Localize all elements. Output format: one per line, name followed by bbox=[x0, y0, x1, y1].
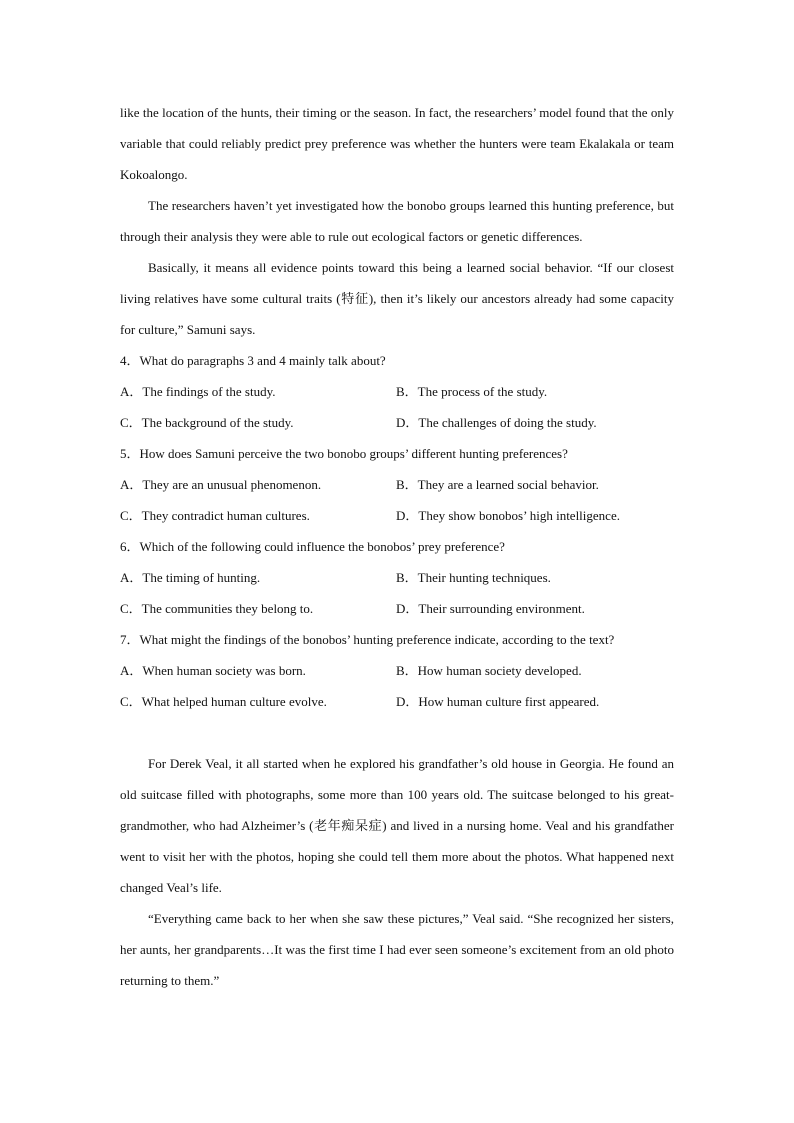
question-stem: 5．How does Samuni perceive the two bonobo groups’ different hunting preferences? bbox=[120, 446, 568, 461]
question-4 bbox=[120, 345, 674, 438]
option-d: D．Their surrounding environment. bbox=[396, 601, 585, 616]
option-a: A．The timing of hunting. bbox=[120, 570, 261, 585]
option-c: C．The communities they belong to. bbox=[120, 601, 314, 616]
option-b: B．They are a learned social behavior. bbox=[396, 477, 599, 492]
question-7 bbox=[120, 624, 674, 717]
option-a: A．When human society was born. bbox=[120, 663, 306, 678]
section-spacer bbox=[120, 717, 674, 748]
passage2-paragraph-1: For Derek Veal, it all started when he explored his grandfather’s old house in Georgia. He found an old suitcase filled with photographs, some more than 100 years old. The suitcase belonged to his great-grandmother, who had Alzheimer’s (老年痴呆症) and lived in a nursing home. Veal and his grandfather went to visit her with the photos, hoping she could tell them more about the photos. What happened next changed Veal’s life. bbox=[120, 756, 674, 895]
option-d: D．They show bonobos’ high intelligence. bbox=[396, 508, 620, 523]
passage2-paragraph-2: “Everything came back to her when she saw these pictures,” Veal said. “She recognized her sisters, her aunts, her grandparents…It was the first time I had ever seen someone’s excitement from an old photo returning to them.” bbox=[120, 911, 674, 988]
question-stem: 7．What might the findings of the bonobos’ hunting preference indicate, according to the text? bbox=[120, 632, 615, 647]
option-b: B．Their hunting techniques. bbox=[396, 570, 551, 585]
passage1-paragraph-3: Basically, it means all evidence points toward this being a learned social behavior. “If our closest living relatives have some cultural traits (特征), then it’s likely our ancestors already had some capacity for culture,” Samuni says. bbox=[120, 260, 674, 337]
option-c: C．The background of the study. bbox=[120, 415, 294, 430]
question-stem: 4．What do paragraphs 3 and 4 mainly talk about? bbox=[120, 353, 386, 368]
passage1-paragraph-2: The researchers haven’t yet investigated how the bonobo groups learned this hunting preference, but through their analysis they were able to rule out ecological factors or genetic differences. bbox=[120, 198, 674, 244]
option-a: A．They are an unusual phenomenon. bbox=[120, 477, 322, 492]
option-d: D．The challenges of doing the study. bbox=[396, 415, 597, 430]
option-b: B．How human society developed. bbox=[396, 663, 582, 678]
option-b: B．The process of the study. bbox=[396, 384, 548, 399]
option-c: C．They contradict human cultures. bbox=[120, 508, 310, 523]
question-6 bbox=[120, 531, 674, 624]
option-a: A．The findings of the study. bbox=[120, 384, 276, 399]
option-d: D．How human culture first appeared. bbox=[396, 694, 600, 709]
document-page bbox=[120, 97, 674, 996]
option-c: C．What helped human culture evolve. bbox=[120, 694, 327, 709]
question-5 bbox=[120, 438, 674, 531]
passage1-paragraph-1: like the location of the hunts, their timing or the season. In fact, the researchers’ model found that the only variable that could reliably predict prey preference was whether the hunters were team Ekalakala or team Kokoalongo. bbox=[120, 105, 674, 182]
question-stem: 6．Which of the following could influence the bonobos’ prey preference? bbox=[120, 539, 505, 554]
